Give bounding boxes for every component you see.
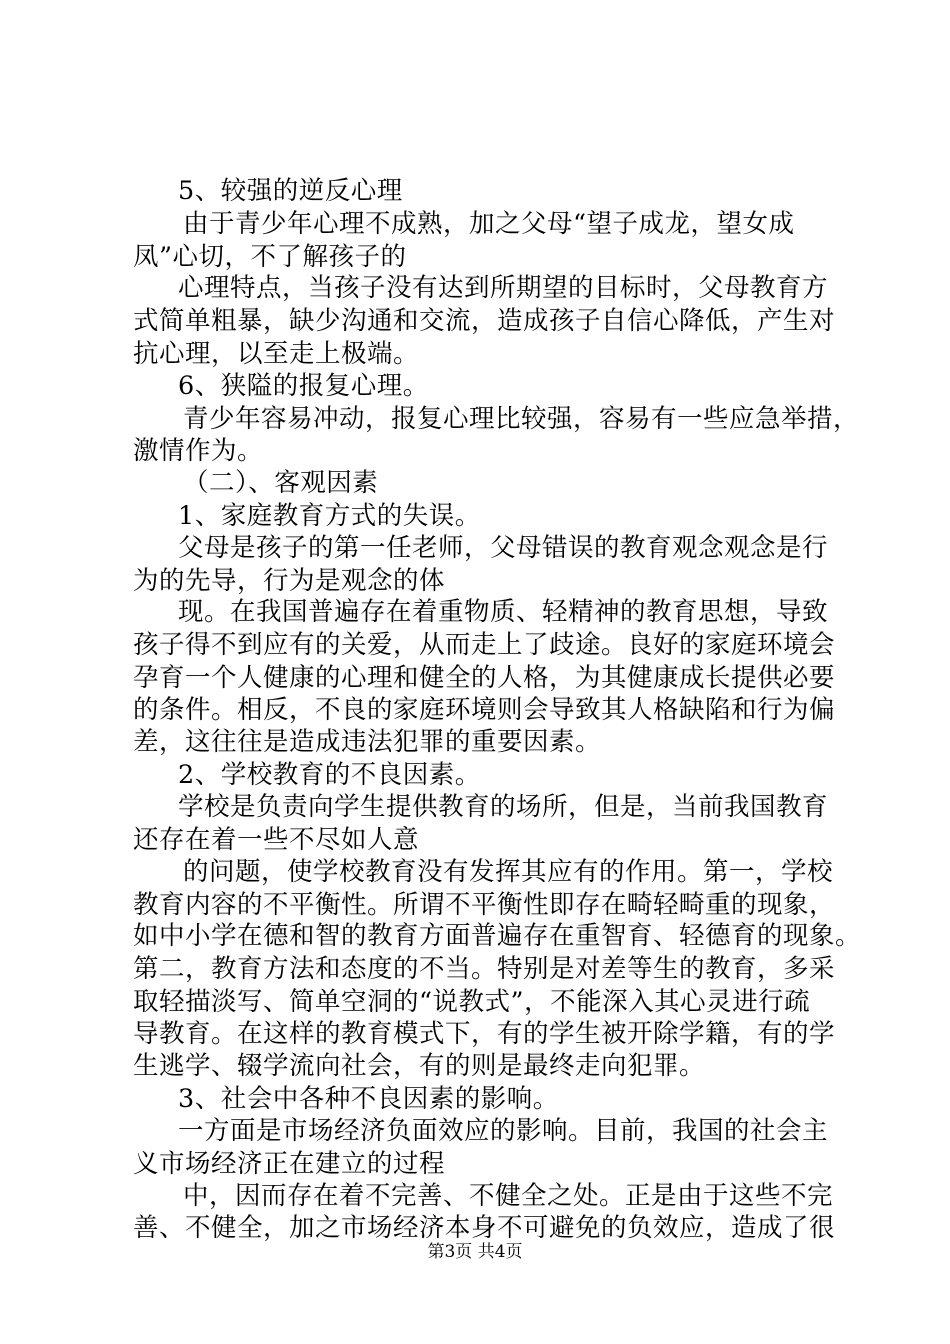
- text-line: 现。在我国普遍存在着重物质、轻精神的教育思想，导致: [178, 597, 829, 627]
- heading-line: 6、狭隘的报复心理。: [178, 371, 429, 401]
- text-line: 第二，教育方法和态度的不当。特别是对差等生的教育，多采: [133, 954, 836, 984]
- heading-line: 2、学校教育的不良因素。: [178, 760, 481, 790]
- text-line: 的条件。相反，不良的家庭环境则会导致其人格缺陷和行为偏: [133, 695, 836, 725]
- text-line: 心理特点，当孩子没有达到所期望的目标时，父母教育方: [178, 273, 829, 303]
- text-line: 善、不健全，加之市场经济本身不可避免的负效应，造成了很: [133, 1213, 836, 1243]
- text-line: 由于青少年心理不成熟，加之父母“望子成龙，望女成: [183, 209, 795, 239]
- text-line: 父母是孩子的第一任老师，父母错误的教育观念观念是行: [178, 533, 829, 563]
- text-line: 取轻描淡写、简单空洞的“说教式”，不能深入其心灵进行疏: [133, 987, 811, 1017]
- text-line: 一方面是市场经济负面效应的影响。目前，我国的社会主: [178, 1116, 829, 1146]
- text-line: 的问题，使学校教育没有发挥其应有的作用。第一，学校: [183, 857, 834, 887]
- text-line: 激情作为。: [133, 436, 264, 466]
- text-line: 还存在着一些不尽如人意: [133, 825, 420, 855]
- text-line: 青少年容易冲动，报复心理比较强，容易有一些应急举措，: [183, 404, 860, 434]
- text-line: 孩子得不到应有的关爱，从而走上了歧途。良好的家庭环境会: [133, 630, 836, 660]
- text-line: 抗心理，以至走上极端。: [133, 339, 420, 369]
- heading-line: 1、家庭教育方式的失误。: [178, 501, 481, 531]
- text-line: 式简单粗暴，缺少沟通和交流，造成孩子自信心降低，产生对: [133, 306, 836, 336]
- page-number-footer: 第3页 共4页: [427, 1242, 523, 1262]
- text-line: 生逃学、辍学流向社会，有的则是最终走向犯罪。: [133, 1051, 706, 1081]
- text-line: 导教育。在这样的教育模式下，有的学生被开除学籍，有的学: [133, 1019, 836, 1049]
- text-line: 凤”心切，不了解孩子的: [133, 242, 407, 272]
- text-line: 教育内容的不平衡性。所谓不平衡性即存在畸轻畸重的现象，: [133, 890, 836, 920]
- text-line: 孕育一个人健康的心理和健全的人格，为其健康成长提供必要: [133, 663, 836, 693]
- text-line: 义市场经济正在建立的过程: [133, 1149, 446, 1179]
- heading-line: （二）、客观因素: [183, 468, 379, 498]
- heading-line: 3、社会中各种不良因素的影响。: [178, 1084, 559, 1114]
- text-line: 差，这往往是造成违法犯罪的重要因素。: [133, 727, 602, 757]
- text-line: 中，因而存在着不完善、不健全之处。正是由于这些不完: [183, 1181, 834, 1211]
- heading-line: 5、较强的逆反心理: [178, 176, 403, 206]
- text-line: 学校是负责向学生提供教育的场所，但是，当前我国教育: [178, 792, 829, 822]
- text-line: 如中小学在德和智的教育方面普遍存在重智育、轻德育的现象。: [133, 921, 862, 951]
- text-line: 为的先导，行为是观念的体: [133, 566, 446, 596]
